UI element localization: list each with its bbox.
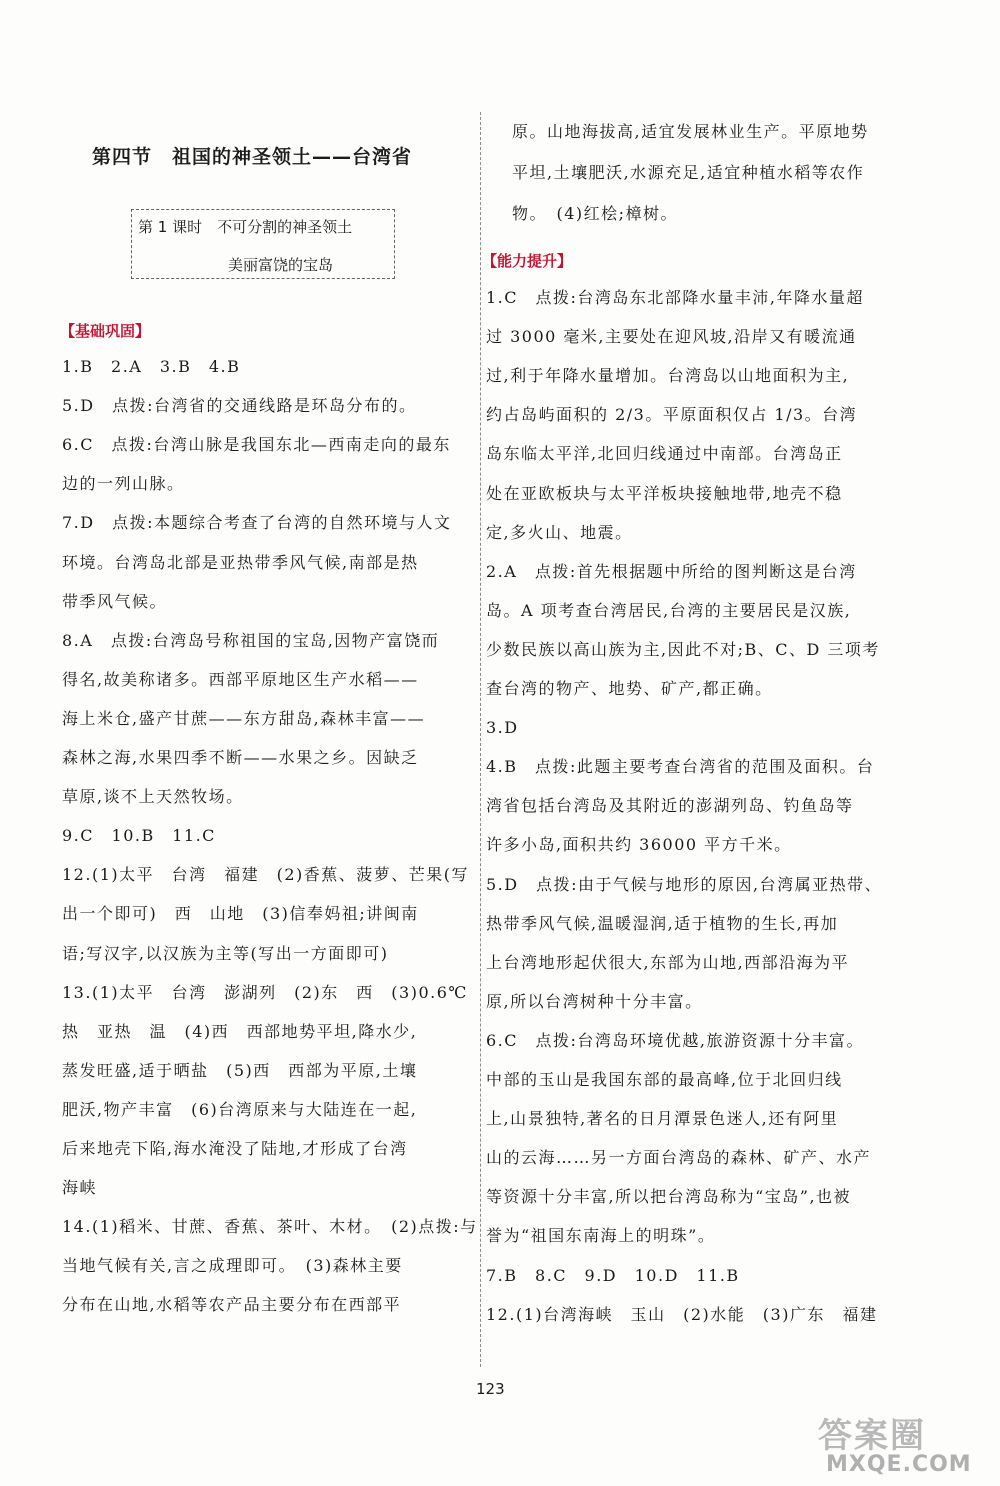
answer-line: 岛。A 项考查台湾居民,台湾的主要居民是汉族, xyxy=(486,600,852,620)
answer-line: 处在亚欧板块与太平洋板块接触地带,地壳不稳 xyxy=(486,483,843,503)
answer-line: 等资源十分丰富,所以把台湾岛称为“宝岛”,也被 xyxy=(486,1187,852,1207)
answer-line: 原。山地海拔高,适宜发展林业生产。平原地势 xyxy=(512,122,869,141)
answer-line: 热 亚热 温 (4)西 西部地势平坦,降水少, xyxy=(62,1021,418,1041)
answer-line: 岛东临太平洋,北回归线通过中南部。台湾岛正 xyxy=(486,444,843,464)
answer-line: 带季风气候。 xyxy=(62,591,168,611)
answer-line: 4.B 点拨:此题主要考查台湾省的范围及面积。台 xyxy=(486,757,875,777)
answer-line: 海上米仓,盛产甘蔗——东方甜岛,森林丰富—— xyxy=(62,708,426,728)
answer-line: 环境。台湾岛北部是亚热带季风气候,南部是热 xyxy=(62,552,419,572)
watermark-logo-text: 答案圈 xyxy=(818,1416,926,1456)
answer-line: 平坦,土壤肥沃,水源充足,适宜种植水稻等农作 xyxy=(512,163,865,182)
answer-line: 得名,故美称诸多。西部平原地区生产水稻—— xyxy=(62,669,419,689)
answer-line: 约占岛屿面积的 2/3。平原面积仅占 1/3。台湾 xyxy=(486,405,858,425)
ability-improvement-tag: 【能力提升】 xyxy=(482,252,573,270)
answer-line: 分布在山地,水稻等农产品主要分布在西部平 xyxy=(62,1295,402,1315)
answer-line: 1.B 2.A 3.B 4.B xyxy=(62,357,241,376)
answer-line: 定,多火山、地震。 xyxy=(486,522,633,542)
answer-line: 5.D 点拨:台湾省的交通线路是环岛分布的。 xyxy=(62,396,417,416)
answer-line: 物。 (4)红桧;樟树。 xyxy=(512,204,679,223)
answer-line: 湾省包括台湾岛及其附近的澎湖列岛、钓鱼岛等 xyxy=(486,796,854,816)
answer-line: 查台湾的物产、地势、矿产,都正确。 xyxy=(486,679,773,698)
answer-line: 8.A 点拨:台湾岛号称祖国的宝岛,因物产富饶而 xyxy=(62,630,440,650)
answer-line: 当地气候有关,言之成理即可。 (3)森林主要 xyxy=(62,1256,403,1276)
answer-line: 13.(1)太平 台湾 澎湖列 (2)东 西 (3)0.6℃ xyxy=(62,982,468,1002)
lesson-title-line1: 第 1 课时 不可分割的神圣领土 xyxy=(138,218,353,236)
answer-line: 1.C 点拨:台湾岛东北部降水量丰沛,年降水量超 xyxy=(486,288,864,307)
answer-line: 誉为“祖国东南海上的明珠”。 xyxy=(486,1226,716,1246)
answer-line: 出一个即可) 西 山地 (3)信奉妈祖;讲闽南 xyxy=(62,904,419,924)
watermark-url: MXQE.COM xyxy=(826,1452,972,1477)
answer-line: 上,山景独特,著名的日月潭景色迷人,还有阿里 xyxy=(486,1109,839,1129)
page-number: 123 xyxy=(476,1380,505,1398)
answer-line: 森林之海,水果四季不断——水果之乡。因缺乏 xyxy=(62,748,419,767)
answer-line: 6.C 点拨:台湾山脉是我国东北—西南走向的最东 xyxy=(62,435,451,455)
lesson-title-box xyxy=(131,209,395,279)
answer-line: 草原,谈不上天然牧场。 xyxy=(62,787,244,807)
basic-consolidation-tag: 【基础巩固】 xyxy=(60,322,151,340)
answer-line: 6.C 点拨:台湾岛环境优越,旅游资源十分丰富。 xyxy=(486,1030,864,1050)
column-divider xyxy=(480,112,481,1367)
answer-line: 语;写汉字,以汉族为主等(写出一方面即可) xyxy=(62,943,389,963)
answer-line: 蒸发旺盛,适于晒盐 (5)西 西部为平原,土壤 xyxy=(62,1060,418,1080)
answer-line: 3.D xyxy=(486,718,519,738)
site-watermark xyxy=(818,1408,994,1482)
answer-line: 少数民族以高山族为主,因此不对;B、C、D 三项考 xyxy=(486,639,880,659)
answer-line: 海峡 xyxy=(62,1178,98,1198)
answer-line: 肥沃,物产丰富 (6)台湾原来与大陆连在一起, xyxy=(62,1099,418,1119)
section-title: 第四节 祖国的神圣领土——台湾省 xyxy=(92,146,413,168)
answer-line: 山的云海……另一方面台湾岛的森林、矿产、水产 xyxy=(486,1148,872,1168)
answer-line: 后来地壳下陷,海水淹没了陆地,才形成了台湾 xyxy=(62,1139,408,1158)
answer-line: 上台湾地形起伏很大,东部为山地,西部沿海为平 xyxy=(486,952,850,972)
answer-line: 7.B 8.C 9.D 10.D 11.B xyxy=(486,1265,740,1285)
answer-line: 12.(1)台湾海峡 玉山 (2)水能 (3)广东 福建 xyxy=(486,1304,878,1324)
answer-line: 9.C 10.B 11.C xyxy=(62,826,216,846)
answer-line: 边的一列山脉。 xyxy=(62,474,185,494)
answer-line: 过,利于年降水量增加。台湾岛以山地面积为主, xyxy=(486,366,850,386)
answer-line: 7.D 点拨:本题综合考查了台湾的自然环境与人文 xyxy=(62,513,452,533)
answer-line: 热带季风气候,温暖湿润,适于植物的生长,再加 xyxy=(486,913,839,933)
answer-line: 原,所以台湾树种十分丰富。 xyxy=(486,991,703,1011)
answer-line: 中部的玉山是我国东部的最高峰,位于北回归线 xyxy=(486,1070,843,1089)
answer-line: 许多小岛,面积共约 36000 平方千米。 xyxy=(486,835,792,855)
answer-line: 12.(1)太平 台湾 福建 (2)香蕉、菠萝、芒果(写 xyxy=(62,865,470,885)
answer-line: 14.(1)稻米、甘蔗、香蕉、茶叶、木材。 (2)点拨:与 xyxy=(62,1217,478,1237)
answer-line: 过 3000 毫米,主要处在迎风坡,沿岸又有暖流通 xyxy=(486,327,857,347)
answer-line: 5.D 点拨:由于气候与地形的原因,台湾属亚热带、 xyxy=(486,874,883,894)
answer-line: 2.A 点拨:首先根据题中所给的图判断这是台湾 xyxy=(486,561,857,581)
lesson-title-line2: 美丽富饶的宝岛 xyxy=(228,256,334,274)
